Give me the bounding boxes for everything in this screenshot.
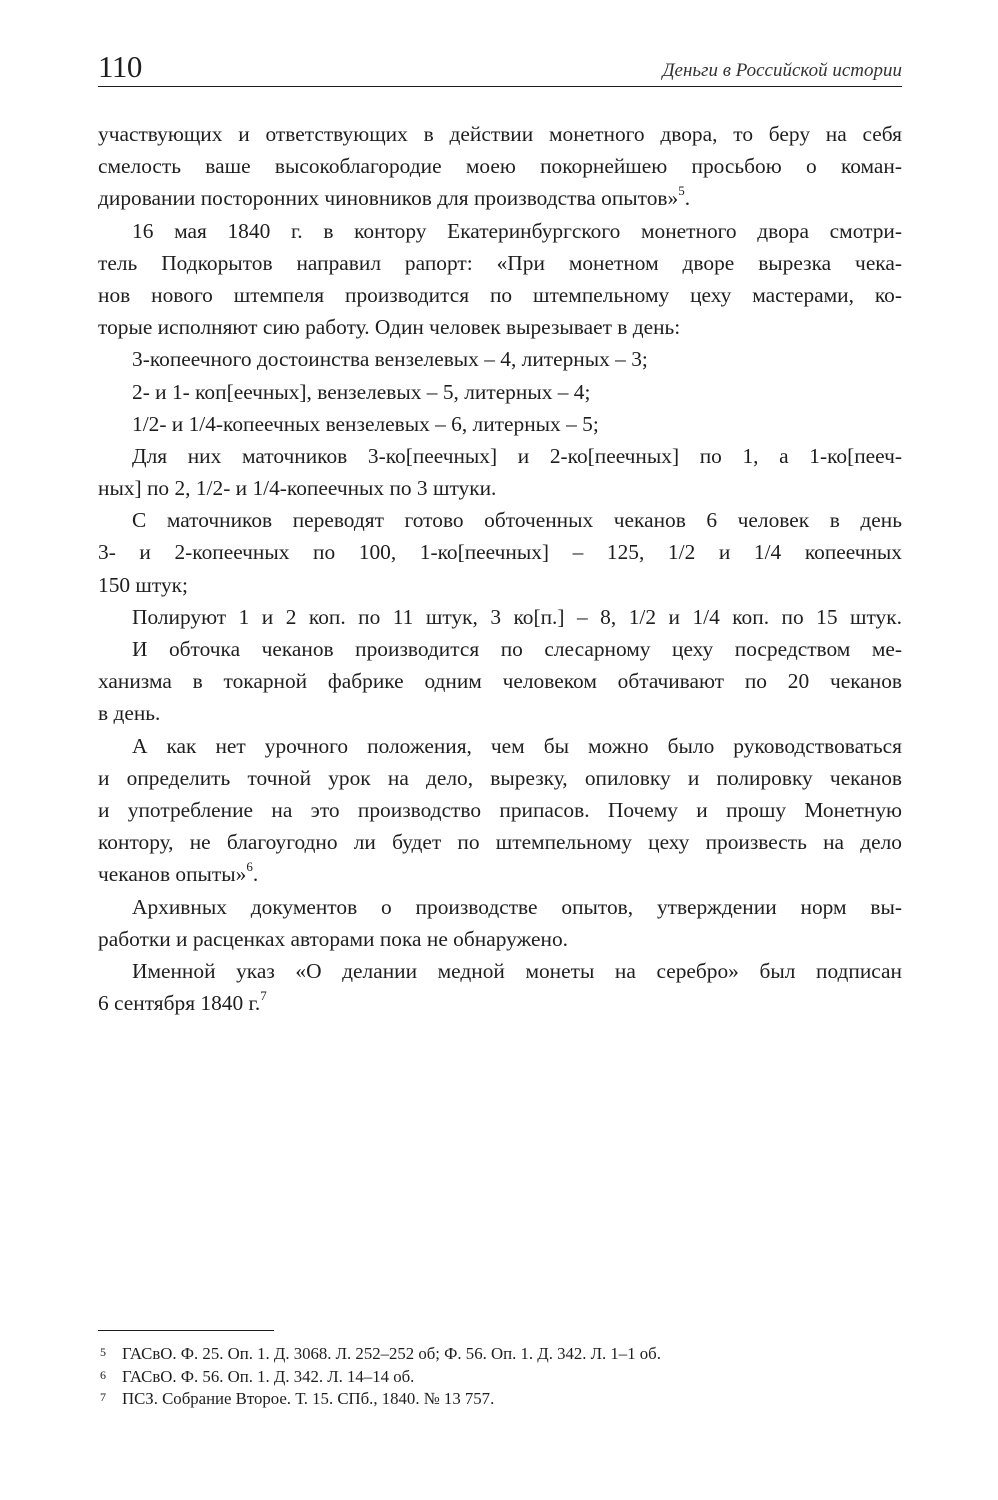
text-line bbox=[98, 440, 902, 472]
footnote bbox=[98, 1366, 902, 1389]
footnote-divider bbox=[98, 1330, 274, 1331]
text-line bbox=[98, 987, 902, 1019]
line-text: 16 мая 1840 г. в контору Екатеринбургского монетного двора смотри- bbox=[132, 218, 902, 243]
line-text: Для них маточников 3-ко[пеечных] и 2-ко[пеечных] по 1, а 1-ко[пееч- bbox=[132, 443, 902, 468]
text-line bbox=[98, 858, 902, 890]
text-line bbox=[98, 376, 902, 408]
line-text: нов нового штемпеля производится по штемпельному цеху мастерами, ко- bbox=[98, 282, 902, 307]
text-line bbox=[98, 472, 902, 504]
text-line bbox=[98, 215, 902, 247]
text-line bbox=[98, 794, 902, 826]
footnote-text: ГАСвО. Ф. 56. Оп. 1. Д. 342. Л. 14–14 об. bbox=[122, 1366, 415, 1386]
line-text: и употребление на это производство припасов. Почему и прошу Монетную bbox=[98, 797, 902, 822]
text-line bbox=[98, 408, 902, 440]
text-line bbox=[98, 150, 902, 182]
text-line bbox=[98, 730, 902, 762]
line-text: работки и расценках авторами пока не обнаружено. bbox=[98, 926, 569, 951]
footnote-reference[interactable]: 7 bbox=[260, 987, 267, 1003]
line-text: дировании посторонних чиновников для производства опытов» bbox=[98, 186, 679, 211]
line-text: чеканов опыты» bbox=[98, 862, 247, 887]
text-line bbox=[98, 891, 902, 923]
text-line bbox=[98, 569, 902, 601]
text-line bbox=[98, 633, 902, 665]
line-text: тель Подкорытов направил рапорт: «При монетном дворе вырезка чека- bbox=[98, 250, 902, 275]
body-text bbox=[98, 118, 902, 1019]
text-line bbox=[98, 279, 902, 311]
line-text: 2- и 1- коп[еечных], вензелевых – 5, литерных – 4; bbox=[132, 379, 591, 404]
line-text: 6 сентября 1840 г. bbox=[98, 991, 261, 1016]
text-line bbox=[98, 665, 902, 697]
line-text: Именной указ «О делании медной монеты на серебро» был подписан bbox=[132, 958, 902, 983]
text-line bbox=[98, 923, 902, 955]
footnote-text: ГАСвО. Ф. 25. Оп. 1. Д. 3068. Л. 252–252 об; Ф. 56. Оп. 1. Д. 342. Л. 1–1 об. bbox=[122, 1344, 661, 1363]
text-line bbox=[98, 247, 902, 279]
footnote-mark: 6 bbox=[100, 1367, 106, 1382]
line-text: контору, не благоугодно ли будет по штемпельному цеху произвесть на дело bbox=[98, 830, 902, 855]
line-text: 3-копеечного достоинства вензелевых – 4, литерных – 3; bbox=[132, 347, 648, 372]
line-text: участвующих и ответствующих в действии монетного двора, то беру на себя bbox=[98, 122, 902, 146]
line-text: Полируют 1 и 2 коп. по 11 штук, 3 ко[п.] – 8, 1/2 и 1/4 коп. по 15 штук. bbox=[132, 604, 902, 629]
line-text: в день. bbox=[98, 701, 161, 726]
line-text: смелость ваше высокоблагородие моею покорнейшею просьбою о коман- bbox=[98, 154, 902, 179]
text-line bbox=[98, 762, 902, 794]
footnote-reference[interactable]: 6 bbox=[246, 859, 253, 875]
line-punctuation: . bbox=[684, 186, 691, 211]
footnote bbox=[98, 1388, 902, 1411]
line-text: ных] по 2, 1/2- и 1/4-копеечных по 3 штуки. bbox=[98, 476, 497, 501]
footnotes bbox=[98, 1343, 902, 1411]
text-line bbox=[98, 118, 902, 150]
footnote-mark: 5 bbox=[100, 1345, 106, 1359]
text-line bbox=[98, 697, 902, 729]
line-text: 1/2- и 1/4-копеечных вензелевых – 6, литерных – 5; bbox=[132, 411, 599, 436]
line-text: ханизма в токарной фабрике одним человеком обтачивают по 20 чеканов bbox=[98, 669, 902, 694]
line-text: 150 штук; bbox=[98, 572, 189, 597]
text-line bbox=[98, 311, 902, 343]
text-line bbox=[98, 826, 902, 858]
page-header bbox=[98, 50, 902, 87]
line-punctuation: . bbox=[252, 862, 259, 887]
text-line bbox=[98, 955, 902, 987]
line-text: С маточников переводят готово обточенных чеканов 6 человек в день bbox=[132, 508, 902, 533]
line-text: и определить точной урок на дело, вырезку, опиловку и полировку чеканов bbox=[98, 765, 902, 790]
line-text: А как нет урочного положения, чем бы можно было руководствоваться bbox=[132, 733, 902, 758]
footnote-mark: 7 bbox=[100, 1390, 106, 1404]
footnote-reference[interactable]: 5 bbox=[678, 183, 685, 199]
page-number: 110 bbox=[98, 49, 142, 84]
footnote bbox=[98, 1343, 902, 1366]
text-line bbox=[98, 182, 902, 214]
line-text: 3- и 2-копеечных по 100, 1-ко[пеечных] – 125, 1/2 и 1/4 копеечных bbox=[98, 540, 902, 565]
line-text: Архивных документов о производстве опытов, утверждении норм вы- bbox=[132, 894, 902, 919]
text-line bbox=[98, 504, 902, 536]
running-title: Деньги в Российской истории bbox=[662, 60, 902, 81]
text-line bbox=[98, 536, 902, 568]
text-line bbox=[98, 601, 902, 633]
footnote-text: ПСЗ. Собрание Второе. Т. 15. СПб., 1840. № 13 757. bbox=[122, 1389, 495, 1408]
line-text: И обточка чеканов производится по слесарному цеху посредством ме- bbox=[132, 637, 902, 661]
text-line bbox=[98, 343, 902, 375]
line-text: торые исполняют сию работу. Один человек вырезывает в день: bbox=[98, 315, 681, 340]
